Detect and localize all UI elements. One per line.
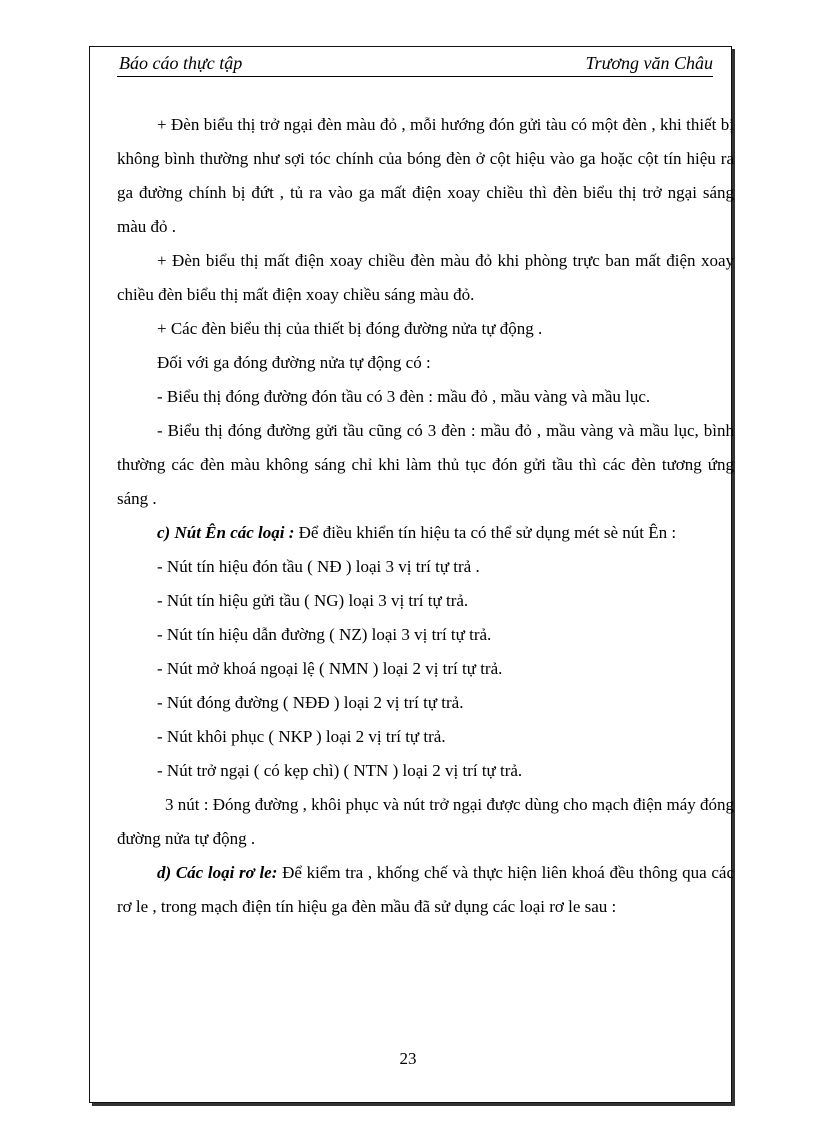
paragraph-ac-loss-indicator: + Đèn biểu thị mất điện xoay chiều đèn màu đỏ khi phòng trực ban mất điện xoay chiều đèn biểu thị mất điện xoay chiều sáng màu đỏ. — [117, 251, 734, 304]
list-item-nz: - Nút tín hiệu dẫn đường ( NZ) loại 3 vị trí tự trả. — [157, 625, 492, 644]
list-item-nmn: - Nút mở khoá ngoại lệ ( NMN ) loại 2 vị trí tự trả. — [157, 659, 503, 678]
header-report-title: Báo cáo thực tập — [119, 53, 243, 73]
list-item-nd: - Nút tín hiệu đón tầu ( NĐ ) loại 3 vị trí tự trả . — [157, 557, 480, 576]
list-item-nkp: - Nút khôi phục ( NKP ) loại 2 vị trí tự trả. — [157, 727, 446, 746]
paragraph-fault-indicator: + Đèn biểu thị trở ngại đèn màu đỏ , mỗi hướng đón gửi tàu có một đèn , khi thiết bị không bình thường như sợi tóc chính của bóng đèn ở cột hiệu vào ga hoặc cột tín hiệu ra ga đường chính bị đứt , tủ ra vào ga mất điện xoay chiều thì đèn biểu thị trở ngại sáng màu đỏ . — [117, 115, 734, 236]
paragraph-buttons-heading — [117, 516, 734, 550]
section-d-text: Để kiểm tra , khống chế và thực hiện liên khoá đều thông qua các rơ le , trong mạch điện tín hiệu ga đèn mầu đã sử dụng các loại rơ le sau : — [117, 863, 734, 916]
section-d-heading: d) Các loại rơ le: — [157, 863, 278, 882]
paragraph-relays-heading — [117, 856, 734, 924]
list-item-ntn: - Nút trở ngại ( có kẹp chì) ( NTN ) loại 2 vị trí tự trả. — [157, 761, 523, 780]
list-item-ng: - Nút tín hiệu gửi tầu ( NG) loại 3 vị trí tự trả. — [157, 591, 469, 610]
paragraph-receive-block: - Biểu thị đóng đường đón tầu có 3 đèn : mầu đỏ , mầu vàng và mầu lục. — [157, 387, 651, 406]
paragraph-send-block: - Biểu thị đóng đường gửi tầu cũng có 3 đèn : mầu đỏ , mầu vàng và mầu lục, bình thường các đèn màu không sáng chỉ khi làm thủ tục đón gửi tầu thì các đèn tương ứng sáng . — [117, 421, 734, 508]
page-header — [117, 52, 713, 77]
paragraph-semi-auto-indicators: + Các đèn biểu thị của thiết bị đóng đường nửa tự động . — [157, 319, 543, 338]
header-author-name: Trương văn Châu — [585, 53, 713, 73]
list-item-ndd: - Nút đóng đường ( NĐĐ ) loại 2 vị trí tự trả. — [157, 693, 464, 712]
section-c-heading: c) Nút Ên các loại : — [157, 523, 295, 542]
paragraph-station-intro: Đối với ga đóng đường nửa tự động có : — [157, 353, 431, 372]
paragraph-three-buttons: 3 nút : Đóng đường , khôi phục và nút trở ngại được dùng cho mạch điện máy đóng đường nửa tự động . — [117, 795, 735, 848]
page-body — [117, 108, 734, 924]
page-number: 23 — [399, 1049, 417, 1068]
section-c-text: Để điều khiển tín hiệu ta có thể sử dụng mét sè nút Ên : — [294, 523, 677, 542]
